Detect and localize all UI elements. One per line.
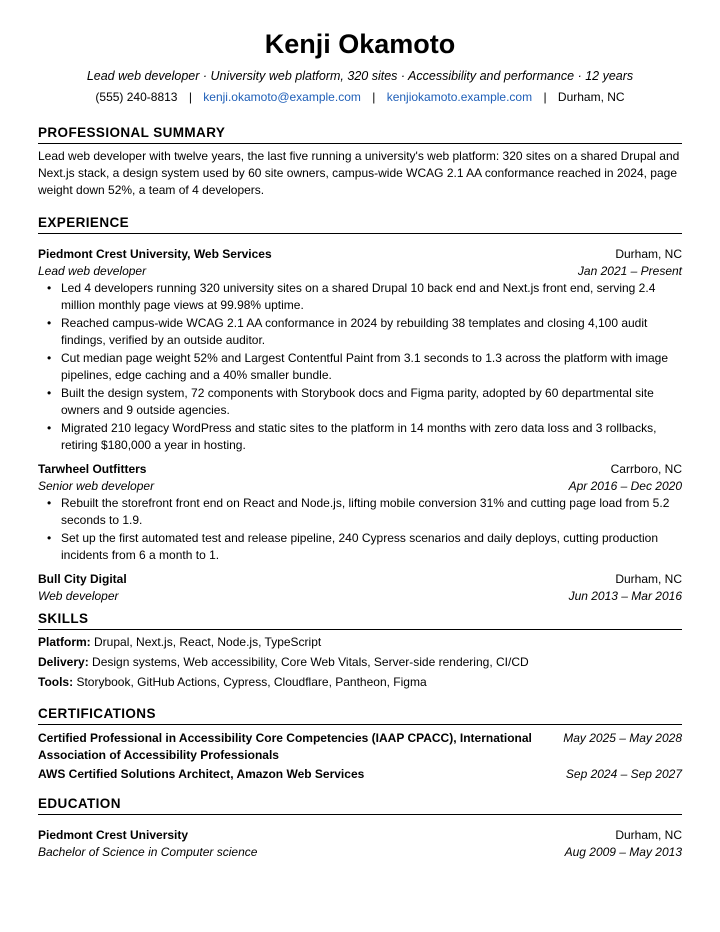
company-name: Bull City Digital — [38, 572, 127, 586]
company-name: Tarwheel Outfitters — [38, 462, 147, 476]
job-role: Lead web developer — [38, 264, 147, 278]
candidate-name: Kenji Okamoto — [264, 29, 456, 59]
bullet-item: • Cut median page weight 52% and Largest Contentful Paint from 3.1 seconds to 1.3 across the platform with image pipelines, edge caching and a 40% smaller bundle. — [61, 350, 682, 384]
skill-row — [38, 672, 682, 692]
bullet-item: • Built the design system, 72 components with Storybook docs and Figma parity, adopted by 60 departmental site owners and 9 outside agencies. — [61, 385, 682, 419]
certifications-section — [38, 704, 682, 783]
bullet-item: • Reached campus-wide WCAG 2.1 AA conformance in 2024 by rebuilding 38 templates and closing 4,100 audit findings, verified by an outside auditor. — [61, 315, 682, 349]
company-name: Piedmont Crest University, Web Services — [38, 247, 272, 261]
cert-name: Certified Professional in Accessibility Core Competencies (IAAP CPACC), International Association of Accessibility Professionals — [38, 731, 532, 762]
contact-line — [38, 88, 682, 106]
education-subheader — [38, 844, 682, 861]
bullet-item: • Set up the first automated test and release pipeline, 240 Cypress scenarios and daily deploys, cutting production incidents from 6 a month to 1. — [61, 530, 682, 564]
job-dates: Apr 2016 – Dec 2020 — [568, 479, 682, 493]
school-name: Piedmont Crest University — [38, 828, 189, 842]
job-dates: Jan 2021 – Present — [577, 264, 682, 278]
job-location: Durham, NC — [615, 247, 682, 261]
job-role: Senior web developer — [38, 479, 155, 493]
tagline: Lead web developer · University web platform, 320 sites · Accessibility and performance · 12 years — [86, 69, 634, 83]
job-role: Web developer — [38, 589, 119, 603]
job-subheader — [38, 588, 682, 605]
job-entry — [38, 571, 682, 605]
cert-dates: Sep 2024 – Sep 2027 — [565, 767, 682, 781]
email-link[interactable]: kenji.okamoto@example.com — [203, 90, 361, 104]
job-bullets — [38, 495, 682, 564]
job-header — [38, 461, 682, 478]
education-section — [38, 794, 682, 861]
section-title-education: EDUCATION — [38, 794, 682, 815]
section-title-certifications: CERTIFICATIONS — [38, 704, 682, 725]
cert-item — [38, 766, 682, 783]
degree: Bachelor of Science in Computer science — [38, 845, 258, 859]
cert-dates: May 2025 – May 2028 — [563, 731, 682, 745]
summary-text: Lead web developer with twelve years, the last five running a university's web platform: 320 sites on a shared Drupal and Next.js stack, a design system used by 60 site owners, campus-wide WCAG 2.1 AA conformance reached in 2024, page weight down 52%, a team of 4 developers. — [38, 149, 680, 197]
job-subheader — [38, 478, 682, 495]
phone: (555) 240-8813 — [95, 90, 178, 104]
job-dates: Jun 2013 – Mar 2016 — [568, 589, 682, 603]
skill-value: Storybook, GitHub Actions, Cypress, Cloudflare, Pantheon, Figma — [76, 675, 427, 689]
summary-section — [38, 123, 682, 199]
section-title-experience: EXPERIENCE — [38, 213, 682, 234]
separator: | — [188, 90, 192, 104]
bullet-item: • Led 4 developers running 320 university sites on a shared Drupal 10 back end and Next.js front end, serving 2.4 million monthly page views at 99.98% uptime. — [61, 280, 682, 314]
cert-item — [38, 730, 682, 764]
separator: | — [372, 90, 376, 104]
website-link[interactable]: kenjiokamoto.example.com — [386, 90, 533, 104]
school-location: Durham, NC — [615, 828, 682, 842]
skills-list — [38, 632, 682, 692]
skill-value: Drupal, Next.js, React, Node.js, TypeScript — [94, 635, 322, 649]
skill-label: Platform: — [38, 635, 91, 649]
bullet-item: • Rebuilt the storefront front end on React and Node.js, lifting mobile conversion 31% and cutting page load from 5.2 seconds to 1.9. — [61, 495, 682, 529]
section-title-summary: PROFESSIONAL SUMMARY — [38, 123, 682, 144]
skill-value: Design systems, Web accessibility, Core Web Vitals, Server-side rendering, CI/CD — [92, 655, 529, 669]
education-dates: Aug 2009 – May 2013 — [564, 845, 682, 859]
skill-row — [38, 632, 682, 652]
education-header — [38, 827, 682, 844]
job-header — [38, 246, 682, 263]
job-entry — [38, 246, 682, 454]
skill-label: Delivery: — [38, 655, 89, 669]
bullet-item: • Migrated 210 legacy WordPress and static sites to the platform in 14 months with zero data loss and 3 rollbacks, retiring $180,000 a year in hosting. — [61, 420, 682, 454]
cert-name: AWS Certified Solutions Architect, Amazon Web Services — [38, 767, 365, 781]
job-location: Carrboro, NC — [610, 462, 682, 476]
location: Durham, NC — [557, 90, 625, 104]
separator: | — [543, 90, 547, 104]
job-location: Durham, NC — [615, 572, 682, 586]
job-entry — [38, 461, 682, 564]
skills-section — [38, 609, 682, 692]
job-bullets — [38, 280, 682, 454]
skill-row — [38, 652, 682, 672]
job-subheader — [38, 263, 682, 280]
experience-section — [38, 213, 682, 605]
section-title-skills: SKILLS — [38, 609, 682, 630]
job-header — [38, 571, 682, 588]
skill-label: Tools: — [38, 675, 74, 689]
